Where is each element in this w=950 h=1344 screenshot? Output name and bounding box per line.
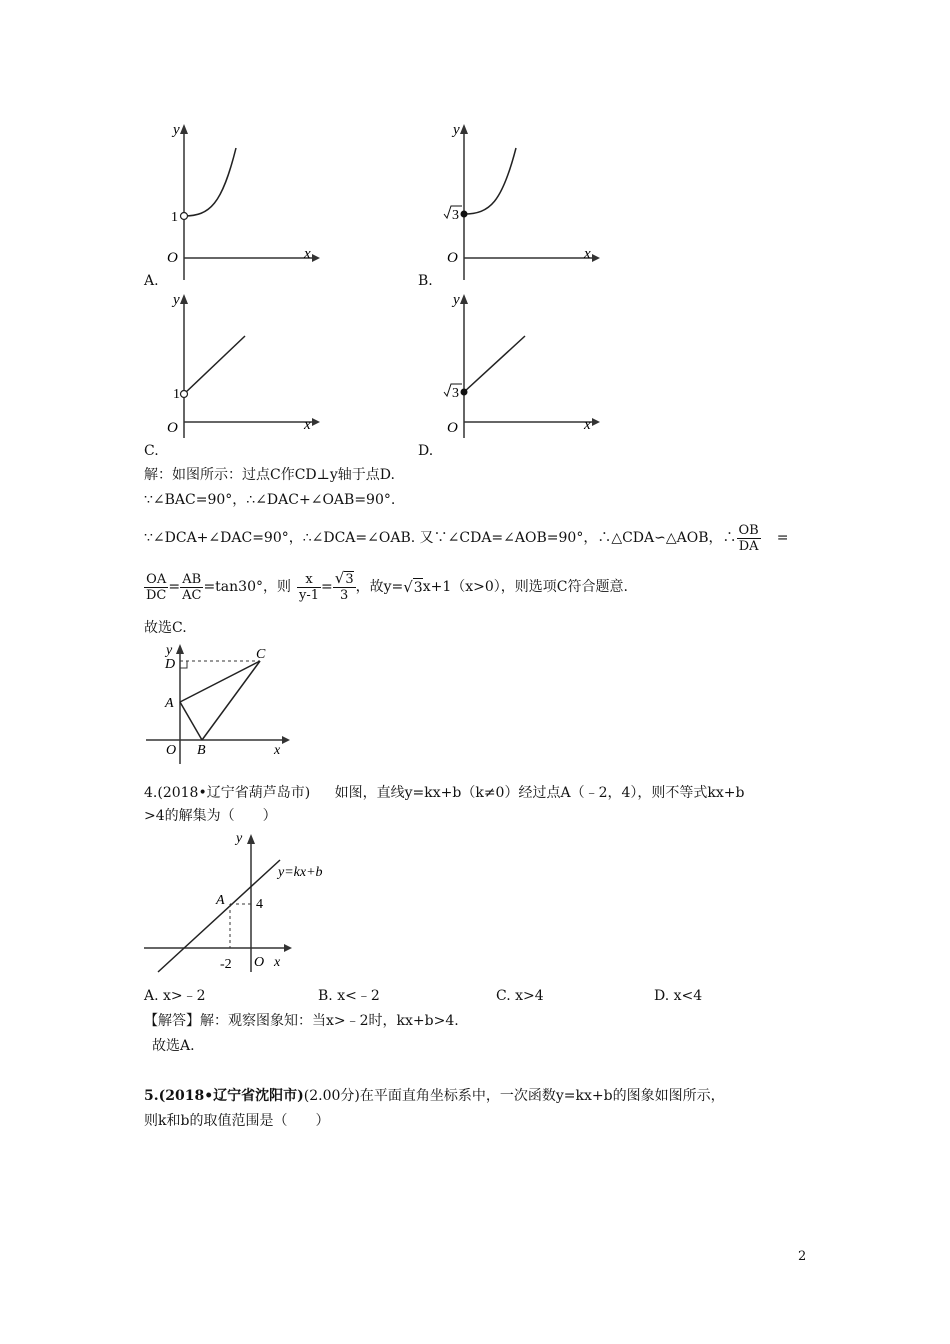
origin-label: O [167,420,178,436]
q4-line-2: >4的解集为（ ） [144,808,277,824]
fraction-numerator: AB [180,572,203,588]
q5-source: (2018•辽宁省沈阳市) [158,1088,304,1104]
equals-sign: = [168,579,181,595]
a-label: A [216,893,225,908]
q4-line-1 [144,784,744,802]
y-label: y [236,831,243,846]
fraction-numerator: x [297,572,321,588]
origin-label: O [167,250,178,266]
conclusion-text-end: x+1（x>0），则选项C符合题意. [422,579,628,595]
fraction-denominator: y-1 [299,587,320,603]
q5-number: 5. [144,1088,159,1104]
q4-text: 如图，直线y=kx+b（k≠0）经过点A（﹣2，4），则不等式kx+b [334,785,745,801]
minus-two-label: -2 [220,957,232,972]
a-label: A [165,696,174,711]
fraction-ab-ac [180,572,203,603]
intercept-label: 1 [171,210,178,225]
c-label: C [256,647,266,662]
q4-option-d: D. x<4 [654,988,703,1004]
y-label: y [453,292,460,308]
sqrt-radicand: 3 [345,572,354,587]
fraction-ob-da [737,523,761,554]
x-label: x [304,417,311,433]
solution-answer: 故选C. [144,620,187,636]
tan-text: =tan30°，则 [203,579,291,595]
q4-option-b: B. x<﹣2 [318,988,380,1004]
intercept-label: 3 [452,208,459,223]
sqrt-radicand: 3 [413,579,423,596]
option-c-label: C. [144,443,159,459]
y-label: y [453,122,460,138]
fraction-denominator: AC [182,587,202,603]
fraction-numerator: OB [738,522,759,538]
origin-label: O [447,250,458,266]
fraction-denominator: 3 [340,588,349,603]
origin-label: O [166,743,177,758]
intercept-label: 3 [452,386,459,401]
option-b-label: B. [418,273,433,289]
option-a-label: A. [144,273,159,289]
equals-sign: = [776,530,789,546]
q4-answer-pick: 故选A. [152,1038,195,1054]
x-label: x [304,246,311,262]
fraction-x-over-y [297,572,321,603]
solution-line-4: $\frac{OA}{DC}$ = $\frac{AB}{AC}$ =tan30°，则 $\frac{x}{y-1}$ = $\frac{√3}{3}$ ，故y= √ 3 x+1（x>0），则选项C符合题意. [146,569,628,603]
answer-text: 解：观察图象知：当x>﹣2时，kx+b>4. [200,1013,459,1029]
d-label: D [165,657,176,672]
origin-label: O [447,420,458,436]
q5-line-1 [144,1087,725,1105]
q4-answer [144,1012,459,1030]
solution-line-3 [144,518,788,558]
solution-line-2: ∵∠BAC=90°，∴∠DAC+∠OAB=90°. [144,492,396,508]
x-label: x [584,417,591,433]
fraction-denominator: DC [146,587,167,603]
fraction-denominator: DA [738,538,759,554]
intercept-label: 1 [173,387,180,402]
fraction-numerator: OA [144,572,168,588]
triangle-figure [140,640,300,768]
q4-option-a: A. x>﹣2 [144,988,206,1004]
graph-b [420,118,600,288]
graph-d [420,290,600,440]
line-label: y=kx+b [278,865,323,880]
q5-text: (2.00分)在平面直角坐标系中，一次函数y=kx+b的图象如图所示， [303,1088,725,1104]
y-label: y [173,292,180,308]
graph-a [140,118,320,288]
b-label: B [197,743,206,758]
answer-heading: 【解答】 [144,1013,200,1029]
four-label: 4 [256,897,263,912]
q4-figure [140,828,340,978]
x-label: x [274,743,281,758]
y-label: y [166,643,173,658]
fraction-sqrt3-over-3: $\frac{√3}{3}$ [334,569,354,603]
equals-sign: = [321,579,333,595]
option-d-label: D. [418,443,434,459]
solution-line-1: 解：如图所示：过点C作CD⊥y轴于点D. [144,467,395,483]
x-label: x [274,955,281,970]
origin-label: O [254,955,265,970]
fraction-oa-dc [144,572,168,603]
q5-line-2: 则k和b的取值范围是（ ） [144,1113,330,1129]
solution-line-3-text: ∵∠DCA+∠DAC=90°，∴∠DCA=∠OAB. 又∵∠CDA=∠AOB=90°，∴△CDA∽△AOB，∴ [144,530,737,546]
x-label: x [584,246,591,262]
q4-source: 4.(2018•辽宁省葫芦岛市) [144,785,311,801]
y-label: y [173,122,180,138]
conclusion-text: ，故y= [355,579,404,595]
q4-option-c: C. x>4 [496,988,544,1004]
graph-c [140,290,320,440]
page-number: 2 [798,1249,807,1264]
